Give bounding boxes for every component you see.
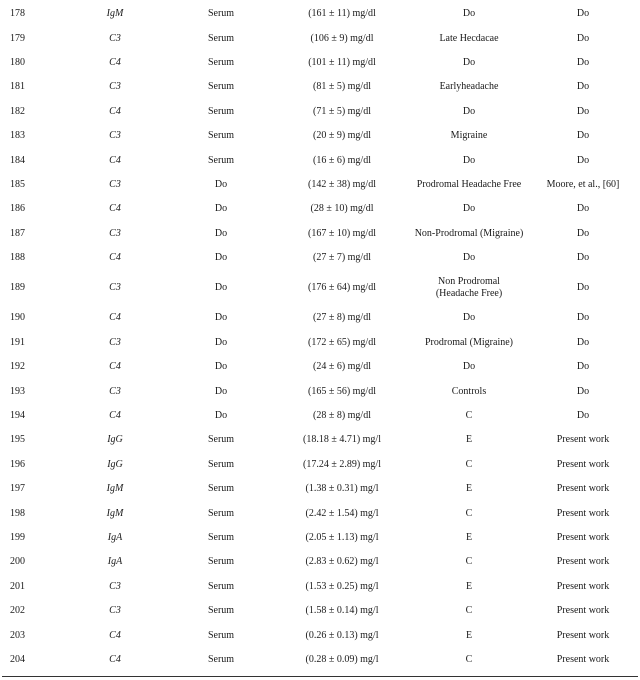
group-cell: E (465, 629, 473, 641)
sample-cell: Do (214, 336, 228, 348)
value-cell: (28 ± 8) mg/dl (313, 410, 371, 422)
row-number: 182 (10, 105, 25, 117)
sample-cell: Serum (207, 32, 235, 44)
table-row (2, 379, 638, 403)
value-cell: (0.28 ± 0.09) mg/l (305, 653, 379, 665)
row-number: 200 (10, 556, 25, 568)
table-row (2, 197, 638, 221)
row-number: 195 (10, 434, 25, 446)
reference-cell: Present work (556, 556, 610, 568)
row-number: 188 (10, 252, 25, 264)
table-row (2, 148, 638, 172)
reference-cell: Do (576, 56, 590, 68)
component-cell: C4 (109, 410, 121, 422)
reference-cell: Present work (556, 580, 610, 592)
sample-cell: Serum (207, 458, 235, 470)
component-cell: C4 (109, 361, 121, 373)
group-cell: E (465, 434, 473, 446)
row-number: 190 (10, 312, 25, 324)
value-cell: (71 ± 5) mg/dl (313, 105, 371, 117)
row-number: 185 (10, 178, 25, 190)
reference-cell: Present work (556, 653, 610, 665)
group-cell: Do (462, 154, 476, 166)
reference-cell: Moore, et al., [60] (546, 178, 620, 190)
component-cell: C4 (109, 154, 121, 166)
group-cell: Do (462, 8, 476, 20)
row-number: 181 (10, 81, 25, 93)
table-row (2, 331, 638, 355)
value-cell: (2.83 ± 0.62) mg/l (305, 556, 379, 568)
value-cell: (101 ± 11) mg/dl (308, 56, 376, 68)
reference-cell: Do (576, 312, 590, 324)
table-row (2, 222, 638, 246)
group-cell: C (465, 605, 473, 617)
table-body (2, 2, 638, 672)
group-cell: Do (462, 105, 476, 117)
component-cell: IgM (106, 8, 124, 20)
sample-cell: Serum (207, 56, 235, 68)
sample-cell: Serum (207, 154, 235, 166)
group-cell: Earlyheadache (439, 81, 499, 93)
sample-cell: Serum (207, 81, 235, 93)
value-cell: (106 ± 9) mg/dl (310, 32, 374, 44)
data-table (2, 2, 638, 672)
table-row (2, 270, 638, 306)
group-cell: Do (462, 203, 476, 215)
row-number: 202 (10, 605, 25, 617)
component-cell: IgG (107, 458, 123, 470)
row-number: 196 (10, 458, 25, 470)
table-row (2, 355, 638, 379)
table-row (2, 428, 638, 452)
component-cell: IgM (106, 507, 124, 519)
value-cell: (81 ± 5) mg/dl (313, 81, 371, 93)
value-cell: (0.26 ± 0.13) mg/l (305, 629, 379, 641)
table-row (2, 404, 638, 428)
component-cell: C3 (109, 580, 121, 592)
row-number: 198 (10, 507, 25, 519)
component-cell: C4 (109, 203, 121, 215)
sample-cell: Do (214, 252, 228, 264)
component-cell: C3 (109, 178, 121, 190)
group-cell: C (465, 410, 473, 422)
reference-cell: Do (576, 32, 590, 44)
component-cell: IgA (107, 532, 123, 543)
table-row (2, 26, 638, 50)
group-cell: C (465, 556, 473, 568)
group-cell: Controls (451, 385, 487, 397)
value-cell: (176 ± 64) mg/dl (308, 282, 376, 294)
component-cell: C4 (109, 105, 121, 117)
value-cell: (167 ± 10) mg/dl (308, 227, 376, 239)
row-number: 192 (10, 361, 25, 373)
value-cell: (1.38 ± 0.31) mg/l (305, 483, 379, 495)
row-number: 186 (10, 203, 25, 215)
table-row (2, 477, 638, 501)
sample-cell: Do (214, 410, 228, 422)
sample-cell: Do (214, 203, 228, 215)
component-cell: C3 (109, 385, 121, 397)
sample-cell: Serum (207, 434, 235, 446)
reference-cell: Do (576, 8, 590, 20)
reference-cell: Do (576, 385, 590, 397)
reference-cell: Do (576, 336, 590, 348)
sample-cell: Do (214, 178, 228, 190)
value-cell: (16 ± 6) mg/dl (313, 154, 371, 166)
component-cell: IgG (107, 434, 123, 446)
row-number: 203 (10, 629, 25, 641)
sample-cell: Do (214, 385, 228, 397)
value-cell: (28 ± 10) mg/dl (310, 203, 374, 215)
sample-cell: Do (214, 361, 228, 373)
value-cell: (27 ± 8) mg/dl (313, 312, 371, 324)
reference-cell: Do (576, 203, 590, 215)
reference-cell: Present work (556, 605, 610, 617)
group-cell: Prodromal (Migraine) (424, 336, 514, 348)
sample-cell: Serum (207, 653, 235, 665)
value-cell: (17.24 ± 2.89) mg/l (303, 458, 381, 470)
table-row (2, 2, 638, 26)
sample-cell: Serum (207, 532, 235, 543)
component-cell: IgA (107, 556, 123, 568)
row-number: 199 (10, 532, 25, 543)
component-cell: C3 (109, 605, 121, 617)
table-row (2, 575, 638, 599)
component-cell: C3 (109, 282, 121, 294)
group-line-1: Non Prodromal (438, 276, 500, 288)
row-number: 187 (10, 227, 25, 239)
component-cell: C4 (109, 629, 121, 641)
sample-cell: Do (214, 282, 228, 294)
table-row (2, 526, 638, 550)
value-cell: (165 ± 56) mg/dl (308, 385, 376, 397)
sample-cell: Serum (207, 130, 235, 142)
reference-cell: Present work (556, 483, 610, 495)
row-number: 184 (10, 154, 25, 166)
sample-cell: Serum (207, 483, 235, 495)
sample-cell: Serum (207, 580, 235, 592)
component-cell: C3 (109, 32, 121, 44)
sample-cell: Serum (207, 105, 235, 117)
row-number: 180 (10, 56, 25, 68)
value-cell: (2.05 ± 1.13) mg/l (305, 532, 379, 543)
component-cell: C3 (109, 130, 121, 142)
group-line-2: (Headache Free) (435, 288, 503, 300)
reference-cell: Do (576, 227, 590, 239)
table-row (2, 306, 638, 330)
row-number: 193 (10, 385, 25, 397)
value-cell: (27 ± 7) mg/dl (313, 252, 371, 264)
table-row (2, 173, 638, 197)
reference-cell: Present work (556, 434, 610, 446)
group-cell: Late Hecdacae (439, 32, 499, 44)
table-row (2, 599, 638, 623)
value-cell: (1.53 ± 0.25) mg/l (305, 580, 379, 592)
group-cell: E (465, 483, 473, 495)
group-cell: Do (462, 252, 476, 264)
component-cell: C4 (109, 56, 121, 68)
reference-cell: Do (576, 282, 590, 294)
sample-cell: Serum (207, 605, 235, 617)
value-cell: (172 ± 65) mg/dl (308, 336, 376, 348)
table-row (2, 124, 638, 148)
group-cell: E (465, 580, 473, 592)
reference-cell: Present work (556, 532, 610, 543)
table-row (2, 648, 638, 672)
sample-cell: Serum (207, 8, 235, 20)
reference-cell: Do (576, 105, 590, 117)
row-number: 201 (10, 580, 25, 592)
component-cell: C4 (109, 252, 121, 264)
reference-cell: Do (576, 154, 590, 166)
table-row (2, 75, 638, 99)
group-cell: Migraine (450, 130, 488, 142)
group-cell: Do (462, 361, 476, 373)
row-number: 204 (10, 653, 25, 665)
group-cell: Do (462, 312, 476, 324)
sample-cell: Do (214, 312, 228, 324)
component-cell: C3 (109, 336, 121, 348)
component-cell: C3 (109, 227, 121, 239)
value-cell: (24 ± 6) mg/dl (313, 361, 371, 373)
value-cell: (20 ± 9) mg/dl (313, 130, 371, 142)
row-number: 179 (10, 32, 25, 44)
table-row (2, 501, 638, 525)
component-cell: C3 (109, 81, 121, 93)
table-row (2, 453, 638, 477)
sample-cell: Serum (207, 507, 235, 519)
table-row (2, 100, 638, 124)
group-cell: C (465, 507, 473, 519)
reference-cell: Do (576, 130, 590, 142)
group-cell: Do (462, 56, 476, 68)
row-number: 183 (10, 130, 25, 142)
reference-cell: Do (576, 361, 590, 373)
row-number: 178 (10, 8, 25, 20)
table-row (2, 246, 638, 270)
row-number: 194 (10, 410, 25, 422)
value-cell: (2.42 ± 1.54) mg/l (305, 507, 379, 519)
value-cell: (18.18 ± 4.71) mg/l (303, 434, 381, 446)
table-row (2, 51, 638, 75)
table-bottom-rule (2, 676, 638, 677)
value-cell: (142 ± 38) mg/dl (308, 178, 376, 190)
table-row (2, 550, 638, 574)
group-cell: E (465, 532, 473, 543)
table-row (2, 623, 638, 647)
value-cell: (1.58 ± 0.14) mg/l (305, 605, 379, 617)
reference-cell: Do (576, 81, 590, 93)
value-cell: (161 ± 11) mg/dl (308, 8, 376, 20)
component-cell: IgM (106, 483, 124, 495)
reference-cell: Present work (556, 507, 610, 519)
group-cell (410, 270, 528, 306)
sample-cell: Serum (207, 556, 235, 568)
reference-cell: Present work (556, 458, 610, 470)
reference-cell: Present work (556, 629, 610, 641)
group-cell: C (465, 653, 473, 665)
reference-cell: Do (576, 410, 590, 422)
component-cell: C4 (109, 653, 121, 665)
row-number: 189 (10, 282, 25, 294)
group-cell: Prodromal Headache Free (416, 178, 522, 190)
row-number: 191 (10, 336, 25, 348)
reference-cell: Do (576, 252, 590, 264)
component-cell: C4 (109, 312, 121, 324)
sample-cell: Serum (207, 629, 235, 641)
group-cell: Non-Prodromal (Migraine) (414, 227, 524, 239)
sample-cell: Do (214, 227, 228, 239)
row-number: 197 (10, 483, 25, 495)
group-cell: C (465, 458, 473, 470)
